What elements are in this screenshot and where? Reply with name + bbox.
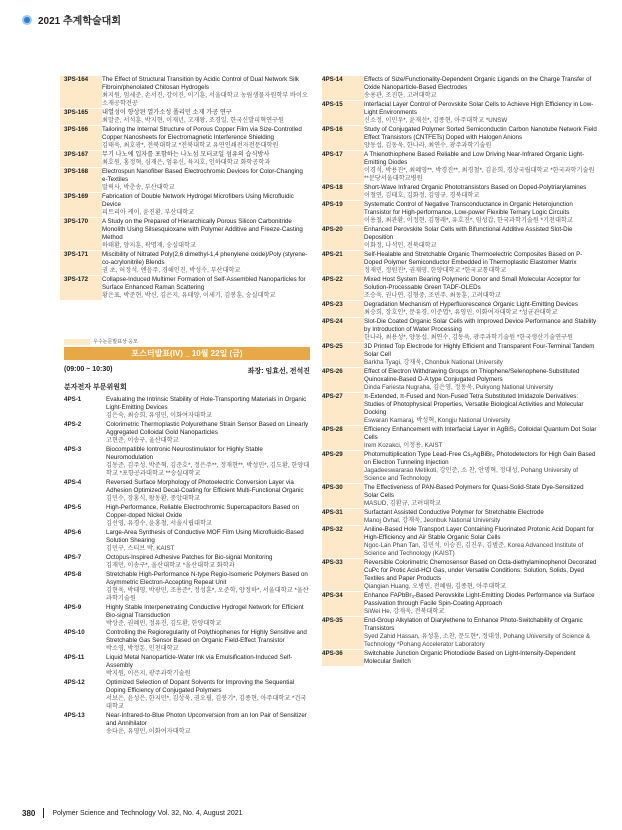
entry-authors: 피트리아 케이, 윤진환, 부산대학교 — [102, 209, 195, 216]
entry-id: 4PS-11 — [64, 654, 85, 661]
entry-authors: Qiangian Huang, 오병민, 전혜림, 김종현, 아주대학교 — [364, 583, 507, 590]
abstract-entry — [64, 396, 310, 420]
entry-body — [364, 301, 598, 317]
entry-body — [106, 604, 310, 628]
entry-authors: 황은표, 박준현, 박신, 김은지, 유태양, 이세기, 김봉훈, 숭실대학교 — [102, 292, 276, 299]
entry-title: Photomultiplication Type Lead-Free Cs₂AgBiBr₆ Photodetectors for High Gain Based on Electron Tunneling Injection — [364, 451, 596, 466]
entry-title: Evaluating the Intrinsic Stability of Hole-Transporting Materials in Organic Light-Emitting Devices — [106, 396, 307, 411]
entry-body — [364, 151, 598, 183]
abstract-entry — [64, 168, 310, 192]
entry-id: 4PS-24 — [322, 318, 364, 342]
entry-body — [106, 554, 310, 570]
entry-id: 4PS-7 — [64, 554, 82, 561]
entry-authors: 양동섭, 김동욱, 한나라, 최연수, 광주과학기술원 — [364, 142, 492, 149]
entry-authors: 김은숙, 최승희, 유영민, 이화여자대학교 — [106, 412, 212, 419]
entry-title: Controlling the Regioregularity of Polythiophenes for Highly Sensitive and Stretchable Gas Sensor Based on Organic Field-Effect Transistor — [106, 629, 307, 644]
entry-title: High-Performance, Reliable Electrochromic Supercapacitors Based on Copper-doped Nickel Oxide — [106, 504, 299, 519]
entry-id: 4PS-8 — [64, 571, 82, 578]
abstract-entry — [64, 251, 310, 275]
entry-authors: 신소정, 이민우*, 윤재선*, 김종현, 아주대학교 *UNSW — [364, 117, 508, 124]
entry-title: Stretchable High-Performance N-type Regio-Isomeric Polymers Based on Asymmetric Electron-Accepting Repeat Unit — [106, 571, 308, 586]
entry-title: Systematic Control of Negative Transconductance in Organic Heterojunction Transistor for High-performance, Low-power Flexible Ternary Logic Circuits — [364, 201, 573, 216]
entry-authors: 하태환, 양지훈, 곽명재, 숭실대학교 — [102, 242, 196, 249]
entry-id: 4PS-16 — [322, 126, 364, 150]
entry-id: 4PS-3 — [64, 446, 82, 453]
entry-body — [364, 343, 598, 367]
abstract-entry — [322, 484, 598, 508]
entry-body — [364, 368, 598, 392]
entry-title: Near-Infrared-to-Blue Photon Upconversion from an Ion Pair of Sensitizer and Annihilator — [106, 712, 307, 727]
entry-authors: Manoj Ovhal, 강재욱, Jeonbuk National University — [364, 517, 501, 524]
entry-title: Surfactant Assisted Conductive Polymer for Stretchable Electrode — [364, 509, 544, 516]
entry-authors: 김선영, 유경수, 윤홍철, 서울시립대학교 — [106, 520, 212, 527]
entry-title: Short-Wave Infrared Organic Phototransistors Based on Doped-Polytriarylamines — [364, 184, 587, 191]
abstract-entry — [322, 251, 598, 275]
entry-id: 4PS-21 — [322, 251, 364, 275]
legend-swatch — [64, 339, 90, 345]
bullet-icon — [22, 15, 32, 25]
entry-id: 4PS-13 — [64, 712, 85, 719]
abstract-entry — [322, 301, 598, 317]
entry-authors: Jagadeeswararao Metikoti, 강민준, 소 찬, 안명혁, 정대성, Pohang University of Science and Technology — [364, 467, 578, 482]
entry-title: Self-Healable and Stretchable Organic Thermoelectric Composites Based on P-Doped Polymer Semiconductor Embedded in Thermoplastic Elastomer Matrix — [364, 251, 583, 266]
entry-body — [102, 218, 310, 250]
page-title: 2021 추계학술대회 — [38, 16, 121, 27]
entry-body — [364, 426, 598, 450]
entry-body — [364, 318, 598, 342]
entry-authors: 이철연, 김태호, 김화정, 김영규, 경북대학교 — [364, 192, 480, 199]
entry-id: 3PS-167 — [60, 151, 102, 167]
entry-id: 3PS-171 — [60, 251, 102, 275]
abstract-entry — [322, 151, 598, 183]
entry-title: Study of Conjugated Polymer Sorted Semiconductin Carbon Nanotube Network Field Effect Transistors (CNTFETs) Doped with Halogen Anions — [364, 126, 597, 141]
entry-body — [364, 201, 598, 225]
entry-authors: 김태욱, 최호광*, 전북대학교 *전북대학교 유연인쇄전자전문대학원 — [102, 142, 279, 149]
entry-body — [102, 251, 310, 275]
entry-id: 4PS-35 — [322, 617, 364, 649]
entry-authors: Barkha Tyagi, 강재욱, Chonbuk National University — [364, 359, 503, 366]
entry-authors: Syed Zahid Hassan, 유성훈, 소찬, 문도현*, 정대성, Pohang University of Science & Technology *Pohang Accelerator Laboratory — [364, 633, 591, 648]
entry-body — [364, 76, 598, 100]
entry-body — [102, 151, 310, 167]
entry-body — [102, 109, 310, 125]
abstract-entry — [322, 126, 598, 150]
entry-id: 4PS-9 — [64, 604, 82, 611]
entry-title: A Thienothiophene Based Reliable and Low Driving Near-Infrared Organic Light-Emitting Diodes — [364, 151, 585, 166]
abstract-entry — [64, 504, 310, 528]
entry-id: 4PS-31 — [322, 509, 364, 525]
entry-body — [102, 126, 310, 150]
legend-label: 우수논문발표상 응모 — [93, 339, 138, 345]
abstract-entry — [322, 318, 598, 342]
entry-title: Effects of Size/Functionality-Dependent Organic Ligands on the Charge Transfer of Oxide Nanoparticle-Based Electrodes — [364, 76, 592, 91]
entry-id: 3PS-168 — [60, 168, 102, 192]
abstract-entry — [64, 571, 310, 603]
entry-title: Electrospun Nanofiber Based Electrochromic Devices for Color-Changing e-Textiles — [102, 168, 303, 183]
abstract-entry — [322, 368, 598, 392]
entry-body — [106, 571, 310, 603]
entry-body — [106, 629, 310, 653]
abstract-entry — [322, 101, 598, 125]
entry-title: Effect of Electron Withdrawing Groups on Thiophene/Selenophene-Substituted Quinoxaline-Based D-A type Conjugated Polymers — [364, 368, 580, 383]
abstract-entry — [322, 393, 598, 425]
entry-authors: 서보은, 윤성은, 한지민*, 김상욱, 권오필, 김붕기*, 김종현, 아주대학교 *건국대학교 — [106, 695, 307, 710]
abstract-entry — [322, 650, 598, 666]
session-chairs: 좌장: 임효선, 전석진 — [247, 368, 310, 375]
entry-body — [364, 484, 598, 508]
entry-title: Degradation Mechanism of Hyperfluorescence Organic Light-Emitting Devices — [364, 301, 578, 308]
entry-id: 4PS-34 — [322, 592, 364, 616]
entry-authors: 고현준, 이송구, 울산대학교 — [106, 437, 179, 444]
entry-authors: 이용철, 최관환, 이정현, 김형래*, 유호진*, 임성갑, 한국과학기술원 *기천대학교 — [364, 217, 573, 224]
abstract-entry — [322, 509, 598, 525]
entry-id: 3PS-165 — [60, 109, 102, 125]
entry-title: Large-Area Synthesis of Conductive MOF Film Using Microfluidic-Based Solution Shearing — [106, 529, 304, 544]
entry-body — [364, 526, 598, 558]
entry-body — [364, 617, 598, 649]
entry-body — [364, 559, 598, 591]
entry-authors: 김재민, 이송구*, 울산대학교 *울산대학교 화학과 — [106, 562, 235, 569]
entry-title: Collapse-Induced Multimer Formation of Self-Assembled Nanoparticles for Surface Enhanced Raman Scattering — [102, 276, 306, 291]
entry-authors: 김민수, 장홍식, 왕동환, 중앙대학교 — [106, 495, 200, 502]
entry-authors: 이경석, 박용진*, 최혜영**, 박경진**, 최경철*, 김윤희, 경상국립대학교 *한국과학기술원 **분당서울대학교병원 — [364, 167, 595, 182]
abstract-entry — [322, 343, 598, 367]
entry-body — [364, 276, 598, 300]
left-top-list — [64, 76, 310, 301]
entry-id: 4PS-5 — [64, 504, 82, 511]
entry-title: Switchable Junction Organic Photodiode Based on Light-Intensity-Dependent Molecular Switch — [364, 650, 576, 665]
right-session-list — [322, 76, 598, 667]
entry-authors: Ngoc-Lan Phan Tan, 김민석, 이승진, 김진우, 김범준, Korea Advanced Institute of Science and Technology (KAIST) — [364, 542, 584, 557]
entry-authors: 김현욱, 박태영, 박광민, 조용준*, 정성훈*, 오준학, 양정하*, 서울대학교 *울산과학기술원 — [106, 587, 309, 602]
entry-title: Liquid Metal Nanoparticle-Water Ink via Emulsification-Induced Self-Assembly — [106, 654, 293, 669]
abstract-entry — [322, 76, 598, 100]
entry-authors: 김민구, 스티브 박, KAIST — [106, 545, 175, 552]
entry-title: Aniline-Based Hole Transport Layer Containing Fluorinated Protonic Acid Dopant for High-Efficiency and Air Stable Organic Solar Cells — [364, 526, 595, 541]
entry-body — [364, 251, 598, 275]
entry-id: 4PS-4 — [64, 479, 82, 486]
entry-body — [102, 168, 310, 192]
abstract-entry — [64, 446, 310, 478]
entry-id: 4PS-32 — [322, 526, 364, 558]
entry-body — [106, 479, 310, 503]
entry-body — [364, 592, 598, 616]
entry-title: Fabrication of Double Network Hydrogel Microfibers Using Microfluidic Device — [102, 193, 294, 208]
entry-id: 4PS-18 — [322, 184, 364, 200]
entry-authors: 박소영, 박정돈, 인천대학교 — [106, 645, 179, 652]
entry-title: 내열성이 향상된 열가소성 폴리민 소재 가공 연구 — [102, 109, 232, 116]
left-session-list — [64, 396, 310, 737]
entry-title: Colorimetric Thermoplastic Polyurethane Strain Sensor Based on Linearly Aggregated Colloidal Gold Nanoparticles — [106, 421, 309, 436]
abstract-entry — [322, 559, 598, 591]
entry-id: 3PS-166 — [60, 126, 102, 150]
entry-id: 4PS-33 — [322, 559, 364, 591]
entry-id: 4PS-30 — [322, 484, 364, 508]
entry-id: 4PS-27 — [322, 393, 364, 425]
entry-body — [106, 504, 310, 528]
entry-id: 4PS-36 — [322, 650, 364, 666]
abstract-entry — [322, 451, 598, 483]
entry-id: 4PS-10 — [64, 629, 85, 636]
entry-id: 4PS-20 — [322, 226, 364, 250]
entry-id: 4PS-25 — [322, 343, 364, 367]
entry-title: Slot-Die Coated Organic Solar Cells with Improved Device Performance and Stability by Introduction of Water Processing — [364, 318, 597, 333]
entry-authors: 박지원, 이은지, 광주과학기술원 — [106, 670, 191, 677]
abstract-entry — [64, 421, 310, 445]
entry-title: Interfacial Layer Control of Perovskite Solar Cells to Achieve High Efficiency in Low-Light Environments — [364, 101, 594, 116]
entry-id: 4PS-14 — [322, 76, 364, 100]
abstract-entry — [64, 76, 310, 108]
entry-title: The Effectiveness of PAN-Based Polymers for Quasi-Solid-State Dye-Sensitized Solar Cells — [364, 484, 584, 499]
abstract-entry — [64, 604, 310, 628]
session-meta — [64, 366, 310, 376]
abstract-entry — [64, 654, 310, 678]
abstract-entry — [64, 712, 310, 736]
entry-authors: 최말준, 서석훈, 박지현, 이재년, 고재왕, 조경일, 한국신발피혁연구원 — [102, 117, 285, 124]
entry-title: Optimized Selection of Dopant Solvents for Improving the Sequential Doping Efficiency of Conjugated Polymers — [106, 679, 295, 694]
footer-divider — [43, 808, 44, 818]
entry-body — [364, 184, 598, 200]
entry-authors: 김동준, 김주성, 박준혁, 김준호*, 정은주**, 정재현**, 박성민*, 김도환, 한양대학교 *포항공과대학교 **숭실대학교 — [106, 462, 310, 477]
abstract-entry — [64, 679, 310, 711]
abstract-entry — [322, 201, 598, 225]
entry-body — [106, 529, 310, 553]
entry-title: Enhance FAPbBr₃-Based Perovskite Light-Emitting Diodes Performance via Surface Passivation through Facile Spin-Coating Approach — [364, 592, 595, 607]
abstract-entry — [322, 617, 598, 649]
abstract-entry — [64, 529, 310, 553]
entry-title: Enhanced Perovskite Solar Cells with Bifunctional Additive Assisted Slot-Die Deposition — [364, 226, 573, 241]
entry-body — [102, 276, 310, 300]
entry-id: 4PS-19 — [322, 201, 364, 225]
entry-authors: Dinda Fariesta Nugraha, 김은영, 정동욱, Pukyong National University — [364, 384, 554, 391]
entry-id: 4PS-12 — [64, 679, 85, 686]
entry-id: 4PS-23 — [322, 301, 364, 317]
entry-body — [364, 226, 598, 250]
entry-authors: 이화정, 나석인, 전북대학교 — [364, 242, 437, 249]
entry-body — [106, 421, 310, 445]
abstract-entry — [64, 218, 310, 250]
abstract-entry — [322, 426, 598, 450]
abstract-entry — [64, 109, 310, 125]
abstract-entry — [322, 226, 598, 250]
entry-id: 4PS-22 — [322, 276, 364, 300]
entry-body — [106, 654, 310, 678]
entry-body — [106, 712, 310, 736]
abstract-entry — [64, 554, 310, 570]
entry-title: Mixed Host System Bearing Polymeric Donor and Small Molecular Acceptor for Solution-Processable Green TADF-OLEDs — [364, 276, 581, 291]
entry-authors: 한나라, 최용성*, 양동섭, 최연수, 김동욱, 광주과학기술원 *한국생산기술연구원 — [364, 334, 574, 341]
abstract-entry — [322, 592, 598, 616]
entry-id: 4PS-26 — [322, 368, 364, 392]
page-footer — [22, 808, 243, 818]
entry-body — [364, 126, 598, 150]
abstract-entry — [322, 184, 598, 200]
entry-body — [364, 509, 598, 525]
abstract-entry — [322, 526, 598, 558]
entry-body — [102, 193, 310, 217]
abstract-entry — [64, 126, 310, 150]
entry-authors: 최호원, 홍정혁, 심재은, 엄유신, 육지호, 인하대학교 화학공학과 — [102, 159, 271, 166]
entry-title: π-Extended, π-Fused and Non-Fused Tetra Substituted Imidazole Derivatives: Studies of Photophysical Properties, Versatile Biological Activities and Molecular Docking — [364, 393, 584, 416]
entry-id: 4PS-6 — [64, 529, 82, 536]
entry-id: 3PS-169 — [60, 193, 102, 217]
entry-authors: 박상준, 권혜민, 정유진, 김도환, 한양대학교 — [106, 620, 222, 627]
abstract-entry — [64, 629, 310, 653]
entry-title: Octopus-Inspired Adhesive Patches for Bio-signal Monitoring — [106, 554, 273, 561]
entry-id: 4PS-2 — [64, 421, 82, 428]
entry-authors: SiWei He, 강재욱, 전북대학교 — [364, 608, 445, 615]
page-number: 380 — [22, 808, 36, 818]
entry-title: A Study on the Prepared of Hierarchically Porous Silicon Carbonitride Monolith Using Silsesquioxane with Polymer Additive and Freeze-Casting Method — [102, 218, 303, 241]
entry-authors: 정재민, 정원진*, 권재영, 한양대학교 *한국교통대학교 — [364, 267, 507, 274]
entry-body — [102, 76, 310, 108]
entry-authors: MASUD, 김환규, 고려대학교 — [364, 500, 442, 507]
entry-body — [106, 446, 310, 478]
entry-title: Tailoring the Internal Structure of Porous Copper Film via Size-Controlled Copper Nanosheets for Electromagnetic Interference Shielding — [102, 126, 302, 141]
entry-authors: Irem Kozakci, 이정용, KAIST — [364, 442, 443, 449]
entry-title: The Effect of Structural Transition by Acidic Control of Dual Network Silk Fibroin/phenolated Chitosan Hydrogels — [102, 76, 299, 91]
entry-id: 4PS-29 — [322, 451, 364, 483]
entry-id: 4PS-1 — [64, 396, 82, 403]
entry-title: Biocompatible Iontronic Neurostimulator for Highly Stable Neuromodulation — [106, 446, 263, 461]
entry-id: 3PS-172 — [60, 276, 102, 300]
abstract-entry — [64, 151, 310, 167]
entry-body — [364, 451, 598, 483]
entry-authors: 최지원, 엄세준, 손서진, 강이진, 이기훈, 서울대학교 농림생물자원학부 바이오소재공학전공 — [102, 92, 308, 107]
entry-title: Reversible Colorimetric Chemosensor Based on Octa-diethylaminophenol Decorated CuPc for Protic Acid-HCl Gas, under Versatile Conditions: Solution, Solids, Dyed Textiles and Paper Products — [364, 559, 597, 582]
entry-authors: 송용관, 조진한, 고려대학교 — [364, 92, 437, 99]
entry-body — [106, 679, 310, 711]
entry-title: 3D Printed Top Electrode for Highly Efficient and Transparent Four-Terminal Tandem Solar Cell — [364, 343, 595, 358]
entry-authors: 최승희, 장호인*, 문유경, 이준엽*, 유영민, 이화여자대학교 *성균관대학교 — [364, 309, 558, 316]
entry-body — [106, 396, 310, 420]
journal-citation: Polymer Science and Technology Vol. 32, No. 4, August 2021 — [52, 809, 243, 817]
entry-title: 무기 나노에 입자를 포함하는 나노섬 모터코일 섬유의 습식방사 — [102, 151, 270, 158]
entry-authors: 권 초, 허정석, 엔음주, 경해인진, 박성수, 부산대학교 — [102, 267, 241, 274]
abstract-entry — [64, 276, 310, 300]
entry-id: 3PS-164 — [60, 76, 102, 108]
entry-title: Miscibility of Nitrated Poly(2,6 dimethyl-1,4 phenylene oxide)/Poly (styrene-co-acrylonitrile) Blends — [102, 251, 308, 266]
entry-id: 4PS-28 — [322, 426, 364, 450]
abstract-entry — [64, 479, 310, 503]
entry-title: End-Group Alkylation of Diarylethene to Enhance Photo-Switchability of Organic Transistors — [364, 617, 583, 632]
entry-body — [364, 101, 598, 125]
entry-title: Efficiency Enhancement with Interfacial Layer in AgBiS₂ Colloidal Quantum Dot Solar Cells — [364, 426, 597, 441]
entry-id: 4PS-15 — [322, 101, 364, 125]
entry-authors: 송다운, 유영민, 이화여자대학교 — [106, 728, 191, 735]
page-header — [22, 12, 121, 27]
entry-authors: 조승욱, 권나연, 김형중, 조민주, 최동훈, 고려대학교 — [364, 292, 501, 299]
entry-body — [364, 650, 598, 666]
entry-title: Reversed Surface Morphology of Photoelectric Conversion Layer via Adhesion Optimized Decal-Coating for Efficient Multi-Functional Organic — [106, 479, 304, 494]
legend — [64, 338, 138, 345]
entry-title: Highly Stable Interpenetrating Conductive Hydrogel Network for Efficient Bio-signal Transduction — [106, 604, 304, 619]
abstract-entry — [322, 276, 598, 300]
committee-title: 분자전자 부문위원회 — [64, 384, 127, 391]
entry-body — [364, 393, 598, 425]
entry-id: 3PS-170 — [60, 218, 102, 250]
entry-authors: Eswaran Kamaraj, 박성혁, Kongju National University — [364, 417, 511, 424]
entry-authors: 말릭사, 박춘송, 부산대학교 — [102, 184, 175, 191]
session-title: 포스터발표(IV) _ 10월 22일 (금) — [64, 347, 310, 360]
abstract-entry — [64, 193, 310, 217]
session-time: (09:00 ~ 10:30) — [64, 366, 113, 373]
entry-id: 4PS-17 — [322, 151, 364, 183]
